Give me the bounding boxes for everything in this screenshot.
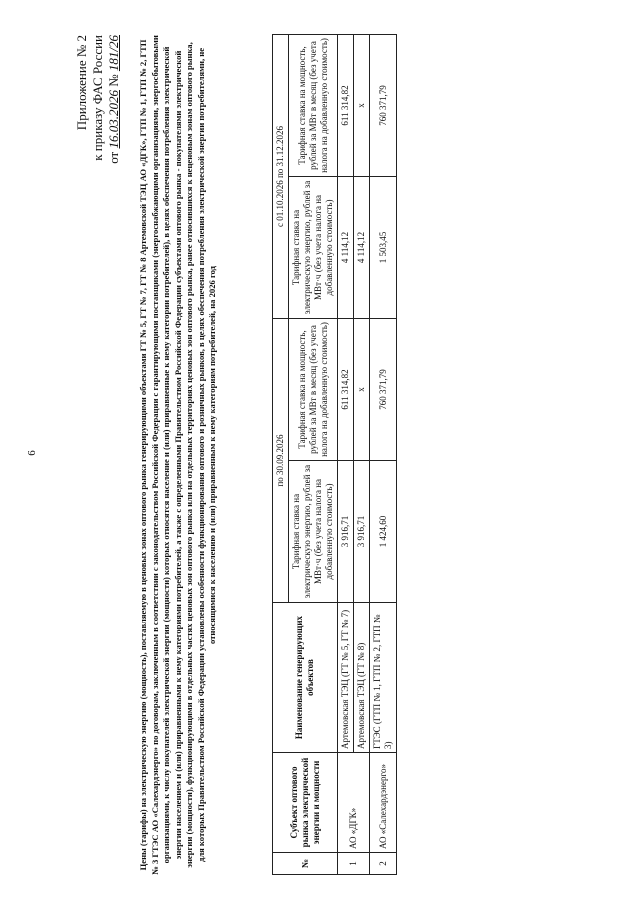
page-number: 6: [26, 450, 38, 456]
header-power-rate-2: Тарифная ставка на мощность, рублей за МВт в месяц (без учета налога на добавленную стоимость): [289, 34, 338, 176]
table-row: [338, 34, 354, 874]
annex-date: 16.03.2026: [106, 90, 121, 149]
header-no: №: [273, 853, 338, 875]
cell-no: 1: [338, 853, 370, 875]
cell-energy-rate-1: 1 424,60: [370, 461, 397, 603]
cell-energy-rate-1: 3 916,71: [338, 461, 354, 603]
document-title: Цены (тарифы) на электрическую энергию (мощность), поставляемую в ценовых зонах оптового рынка генерирующими объектами ГТ № 5, ГТ № 7, ГТ № 8 Артемовской ТЭЦ АО «ДГК», ГТП № 1, ГТП № 2, ГТП № 3 ГТЭС АО «Салехардэнерго» по договорам, заключенным в соответствии с законодательством Российской Федерации с гарантирующими поставщиками (энергоснабжающими организациями, энергосбытовыми организациями, к числу покупателей электрической энергии (мощности) которых относятся население и (или) приравненные к нему категории потребителей), в целях обеспечения потребления электрической энергии населением и (или) приравненными к нему категориями потребителей, а также с определенными Правительством Российской Федерации субъектами оптового рынка - покупателями электрической энергии (мощности), функционирующими в отдельных частях ценовых зон оптового рынка или на отдельных территориях ценовых зон оптового рынка, ранее относившихся к неценовым зонам оптового рынка, для которых Правительством Российской Федерации установлены особенности функционирования оптового и розничных рынков, в целях обеспечения потребления электрической энергии потребителями, не относящимися к населению и (или) приравненным к нему категориям потребителей, на 2026 год: [138, 35, 217, 875]
cell-no: 2: [370, 853, 397, 875]
header-object: Наименование генерирующих объектов: [273, 603, 338, 753]
annex-number: 181/26: [106, 35, 121, 72]
header-energy-rate-2: Тарифная ставка на электрическую энергию, рублей за МВт·ч (без учета налога на добавленную стоимость): [289, 176, 338, 318]
annex-date-line: [106, 35, 122, 164]
cell-subject: АО «Салехардэнерго»: [370, 753, 397, 853]
cell-energy-rate-2: 4 114,12: [338, 176, 354, 318]
header-period-1: по 30.09.2026: [273, 318, 289, 602]
cell-power-rate-2: 611 314,82: [338, 34, 354, 176]
cell-power-rate-2: 760 371,79: [370, 34, 397, 176]
table-row: [354, 34, 370, 874]
annex-block: [74, 35, 122, 164]
cell-energy-rate-2: 4 114,12: [354, 176, 370, 318]
table-header-row-1: [273, 34, 289, 874]
cell-energy-rate-1: 3 916,71: [354, 461, 370, 603]
cell-object: Артемовская ТЭЦ (ГТ № 5, ГТ № 7): [338, 603, 354, 753]
cell-power-rate-2: х: [354, 34, 370, 176]
annex-date-prefix: от: [106, 151, 121, 164]
header-subject: Субъект оптового рынка электрической энергии и мощности: [273, 753, 338, 853]
rotated-document-page: [10, 15, 630, 895]
cell-power-rate-1: 611 314,82: [338, 318, 354, 460]
tariff-table-wrapper: [272, 35, 397, 875]
annex-number-prefix: №: [106, 74, 121, 87]
table-row: [370, 34, 397, 874]
header-period-2: с 01.10.2026 по 31.12.2026: [273, 34, 289, 318]
cell-object: Артемовская ТЭЦ (ГТ № 8): [354, 603, 370, 753]
header-energy-rate-1: Тарифная ставка на электрическую энергию, рублей за МВт·ч (без учета налога на добавленную стоимость): [289, 461, 338, 603]
cell-energy-rate-2: 1 503,45: [370, 176, 397, 318]
tariff-table: [272, 34, 397, 875]
annex-order-ref: к приказу ФАС России: [90, 35, 105, 161]
cell-power-rate-1: 760 371,79: [370, 318, 397, 460]
annex-title: Приложение № 2: [74, 35, 89, 131]
cell-power-rate-1: х: [354, 318, 370, 460]
header-power-rate-1: Тарифная ставка на мощность, рублей за МВт в месяц (без учета налога на добавленную стоимость): [289, 318, 338, 460]
cell-object: ГТЭС (ГТП № 1, ГТП № 2, ГТП № 3): [370, 603, 397, 753]
cell-subject: АО «ДГК»: [338, 753, 370, 853]
